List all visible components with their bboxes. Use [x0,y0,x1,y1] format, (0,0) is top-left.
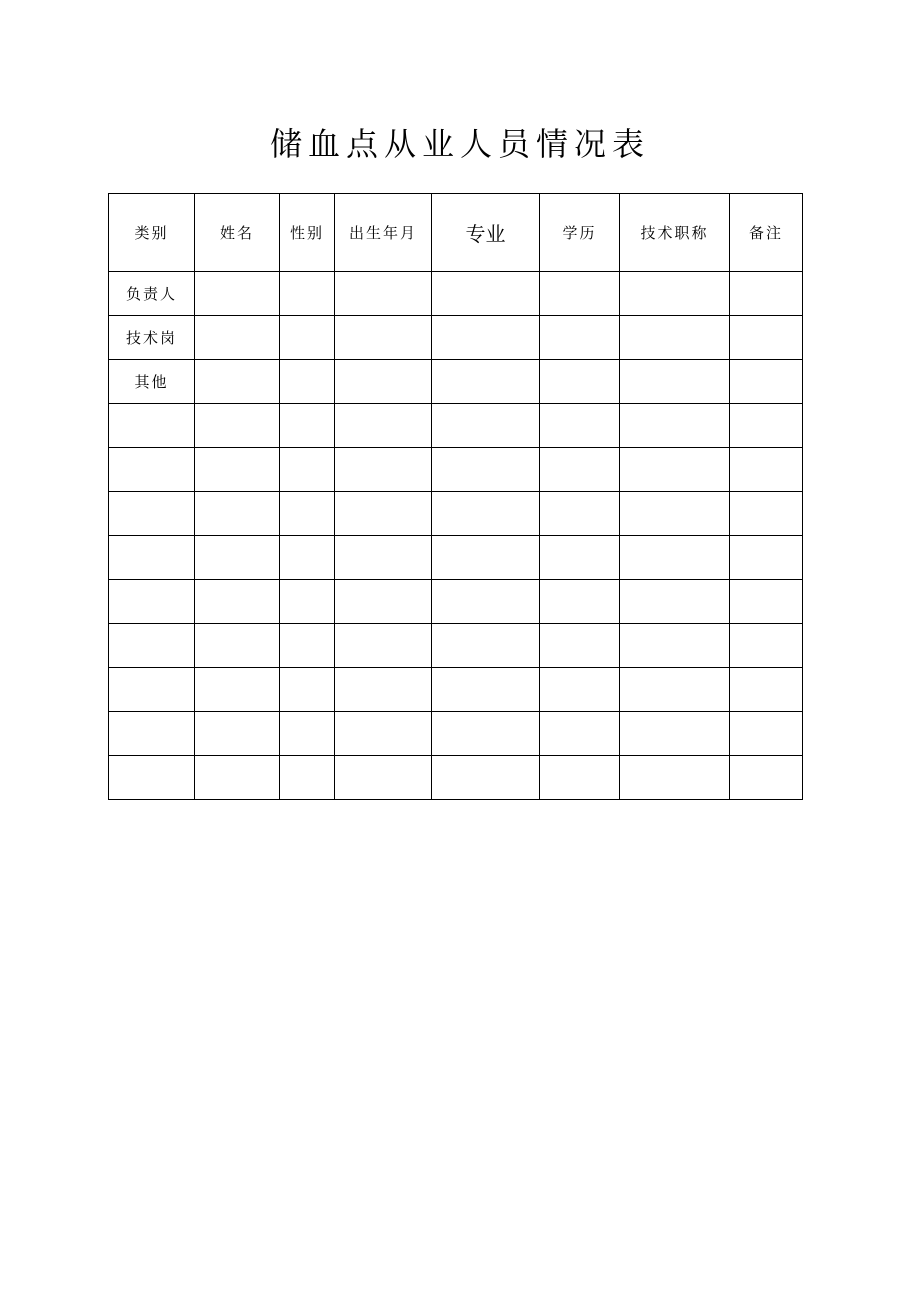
cell-title[interactable] [620,668,730,712]
cell-gender[interactable] [280,316,335,360]
cell-gender[interactable] [280,536,335,580]
cell-title[interactable] [620,404,730,448]
cell-major[interactable] [432,492,540,536]
cell-category[interactable] [109,492,195,536]
cell-education[interactable] [540,360,620,404]
cell-gender[interactable] [280,272,335,316]
cell-title[interactable] [620,756,730,800]
cell-name[interactable] [195,536,280,580]
document-title: 储血点从业人员情况表 [269,125,650,163]
cell-name[interactable] [195,360,280,404]
table-row [109,536,803,580]
cell-birth-date[interactable] [335,492,432,536]
cell-birth-date[interactable] [335,404,432,448]
cell-name[interactable] [195,624,280,668]
cell-remarks[interactable] [730,536,803,580]
cell-remarks[interactable] [730,580,803,624]
cell-category[interactable]: 技术岗 [109,316,195,360]
cell-birth-date[interactable] [335,536,432,580]
cell-remarks[interactable] [730,492,803,536]
cell-name[interactable] [195,448,280,492]
table-row [109,272,803,316]
cell-category[interactable] [109,580,195,624]
cell-remarks[interactable] [730,272,803,316]
cell-name[interactable] [195,580,280,624]
cell-name[interactable] [195,712,280,756]
cell-category[interactable] [109,448,195,492]
cell-title[interactable] [620,712,730,756]
cell-major[interactable] [432,624,540,668]
cell-remarks[interactable] [730,624,803,668]
header-gender: 性别 [280,194,335,272]
cell-name[interactable] [195,756,280,800]
cell-gender[interactable] [280,360,335,404]
cell-birth-date[interactable] [335,272,432,316]
cell-category[interactable] [109,712,195,756]
cell-education[interactable] [540,624,620,668]
cell-major[interactable] [432,272,540,316]
header-name: 姓名 [195,194,280,272]
cell-remarks[interactable] [730,404,803,448]
cell-remarks[interactable] [730,668,803,712]
cell-category[interactable] [109,536,195,580]
cell-birth-date[interactable] [335,580,432,624]
cell-major[interactable] [432,580,540,624]
cell-remarks[interactable] [730,712,803,756]
cell-major[interactable] [432,360,540,404]
cell-major[interactable] [432,316,540,360]
cell-gender[interactable] [280,712,335,756]
table-row [109,316,803,360]
cell-birth-date[interactable] [335,624,432,668]
table-body [109,272,803,800]
cell-name[interactable] [195,492,280,536]
cell-birth-date[interactable] [335,360,432,404]
table-row [109,624,803,668]
cell-gender[interactable] [280,404,335,448]
cell-title[interactable] [620,624,730,668]
cell-major[interactable] [432,756,540,800]
header-remarks: 备注 [730,194,803,272]
cell-name[interactable] [195,272,280,316]
cell-major[interactable] [432,404,540,448]
cell-gender[interactable] [280,492,335,536]
cell-name[interactable] [195,668,280,712]
cell-title[interactable] [620,492,730,536]
cell-category[interactable] [109,668,195,712]
cell-category[interactable]: 负责人 [109,272,195,316]
cell-title[interactable] [620,448,730,492]
staff-info-table [108,193,803,800]
cell-education[interactable] [540,756,620,800]
table-header-row [109,194,803,272]
table-row [109,448,803,492]
cell-education[interactable] [540,668,620,712]
table-row [109,360,803,404]
cell-birth-date[interactable] [335,448,432,492]
header-birth-date: 出生年月 [335,194,432,272]
cell-birth-date[interactable] [335,316,432,360]
table-row [109,404,803,448]
table-row [109,492,803,536]
cell-category[interactable] [109,756,195,800]
cell-name[interactable] [195,404,280,448]
cell-education[interactable] [540,536,620,580]
cell-category[interactable]: 其他 [109,360,195,404]
cell-gender[interactable] [280,756,335,800]
cell-remarks[interactable] [730,756,803,800]
cell-remarks[interactable] [730,360,803,404]
cell-major[interactable] [432,448,540,492]
cell-title[interactable] [620,316,730,360]
table-row [109,756,803,800]
cell-education[interactable] [540,448,620,492]
cell-education[interactable] [540,272,620,316]
header-education: 学历 [540,194,620,272]
cell-title[interactable] [620,536,730,580]
cell-birth-date[interactable] [335,712,432,756]
cell-education[interactable] [540,316,620,360]
cell-birth-date[interactable] [335,756,432,800]
cell-birth-date[interactable] [335,668,432,712]
cell-education[interactable] [540,492,620,536]
header-title: 技术职称 [620,194,730,272]
cell-gender[interactable] [280,668,335,712]
cell-remarks[interactable] [730,448,803,492]
cell-education[interactable] [540,580,620,624]
cell-category[interactable] [109,404,195,448]
cell-education[interactable] [540,712,620,756]
header-major: 专业 [432,194,540,272]
cell-category[interactable] [109,624,195,668]
table-row [109,668,803,712]
cell-gender[interactable] [280,624,335,668]
header-category: 类别 [109,194,195,272]
cell-major[interactable] [432,536,540,580]
cell-major[interactable] [432,668,540,712]
cell-education[interactable] [540,404,620,448]
cell-major[interactable] [432,712,540,756]
cell-title[interactable] [620,360,730,404]
cell-title[interactable] [620,580,730,624]
cell-gender[interactable] [280,580,335,624]
cell-remarks[interactable] [730,316,803,360]
cell-gender[interactable] [280,448,335,492]
table-row [109,712,803,756]
table-row [109,580,803,624]
cell-title[interactable] [620,272,730,316]
cell-name[interactable] [195,316,280,360]
